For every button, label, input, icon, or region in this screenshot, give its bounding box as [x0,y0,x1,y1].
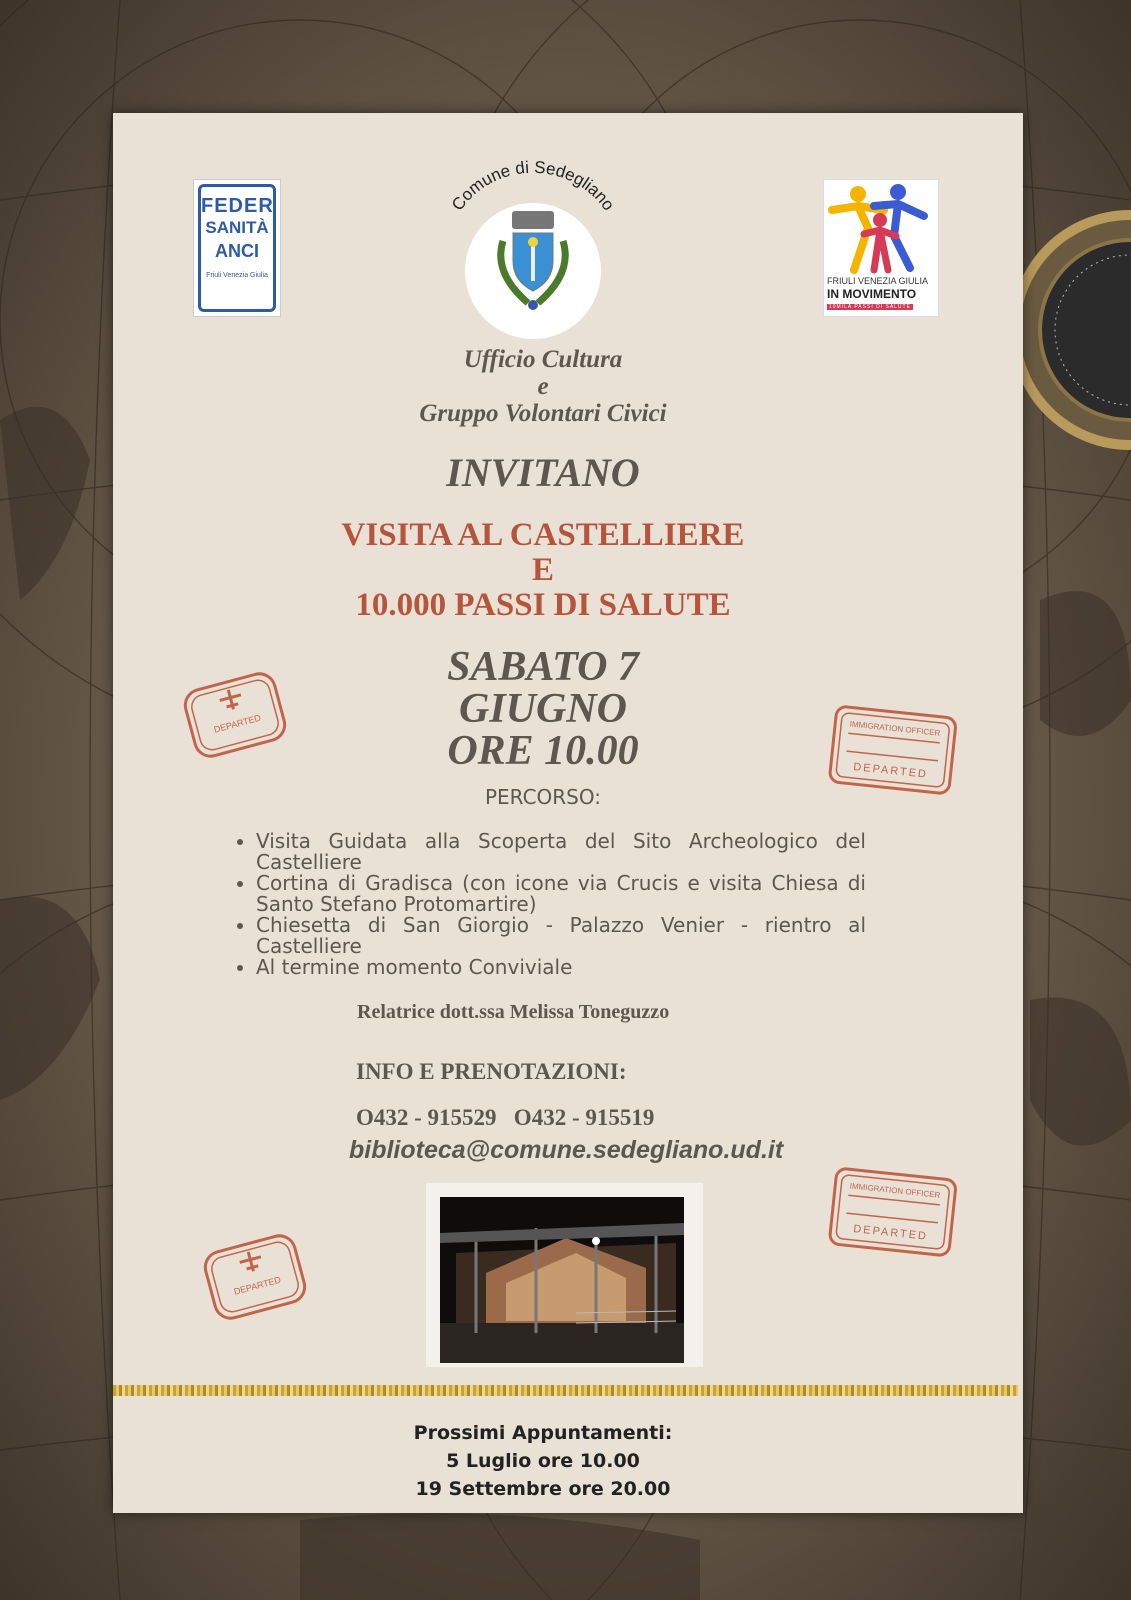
next-appointment-2: 19 Settembre ore 20.00 [415,1478,671,1500]
fvg-logo-line1: FRIULI VENEZIA GIULIA [827,276,929,286]
route-item: • Al termine momento Conviviale [256,957,866,978]
organizer-2: Gruppo Volontari Civici [419,400,667,427]
route-item: • Visita Guidata alla Scoperta del Sito Archeologico del Castelliere [256,831,866,873]
route-item: • Chiesetta di San Giorgio - Palazzo Venier - rientro al Castelliere [256,915,866,957]
svg-text:DEPARTED: DEPARTED [852,1222,929,1243]
route-heading: PERCORSO: [484,785,602,809]
svg-text:DEPARTED: DEPARTED [852,760,929,781]
svg-text:DEPARTED: DEPARTED [212,712,262,735]
event-title [113,518,973,623]
organizer-connector: e [537,373,549,400]
route-list [230,831,866,978]
contact-phones: O432 - 915529 O432 - 915519 [356,1105,655,1130]
organizer-1: Ufficio Cultura [463,346,623,373]
svg-text:IMMIGRATION OFFICER: IMMIGRATION OFFICER [849,1181,941,1200]
castelliere-photo [426,1183,703,1367]
event-date-day: SABATO 7 [447,644,639,690]
event-title-line3: 10.000 PASSI DI SALUTE [355,587,731,623]
event-title-line2: E [531,552,554,588]
fvg-logo-line2: IN MOVIMENTO [827,287,917,301]
invite-heading: INVITANO [446,450,640,495]
municipality-name: Comune di Sedegliano [447,157,619,215]
municipality-emblem [433,153,633,343]
departed-stamp-left-top [179,669,291,765]
fvg-logo-line3: 10MILA PASSI DI SALUTE [829,304,911,310]
event-title-line1: VISITA AL CASTELLIERE [341,517,745,553]
next-appointments [113,1419,973,1503]
organizers [113,346,973,427]
departed-stamp-left-bottom [199,1231,311,1327]
immigration-stamp-right-bottom [825,1160,961,1264]
fvg-in-movimento-logo [823,179,939,317]
event-date-time: ORE 10.00 [447,728,639,774]
gold-divider [113,1385,1018,1396]
contact-email[interactable]: biblioteca@comune.sedegliano.ud.it [349,1136,784,1164]
event-date-month: GIUGNO [459,686,627,732]
next-appointments-heading: Prossimi Appuntamenti: [413,1422,673,1444]
speaker: Relatrice dott.ssa Melissa Toneguzzo [357,1001,670,1023]
svg-text:DEPARTED: DEPARTED [232,1274,282,1297]
svg-text:IMMIGRATION OFFICER: IMMIGRATION OFFICER [849,719,941,738]
immigration-stamp-right-top [825,698,961,802]
contacts-heading: INFO E PRENOTAZIONI: [356,1059,627,1084]
federsanita-logo: FEDER SANITÀ ANCI Friuli Venezia Giulia [193,179,281,317]
flyer-sheet [113,113,1023,1513]
route-item: • Cortina di Gradisca (con icone via Crucis e visita Chiesa di Santo Stefano Protomartire) [256,873,866,915]
next-appointment-1: 5 Luglio ore 10.00 [446,1450,640,1472]
